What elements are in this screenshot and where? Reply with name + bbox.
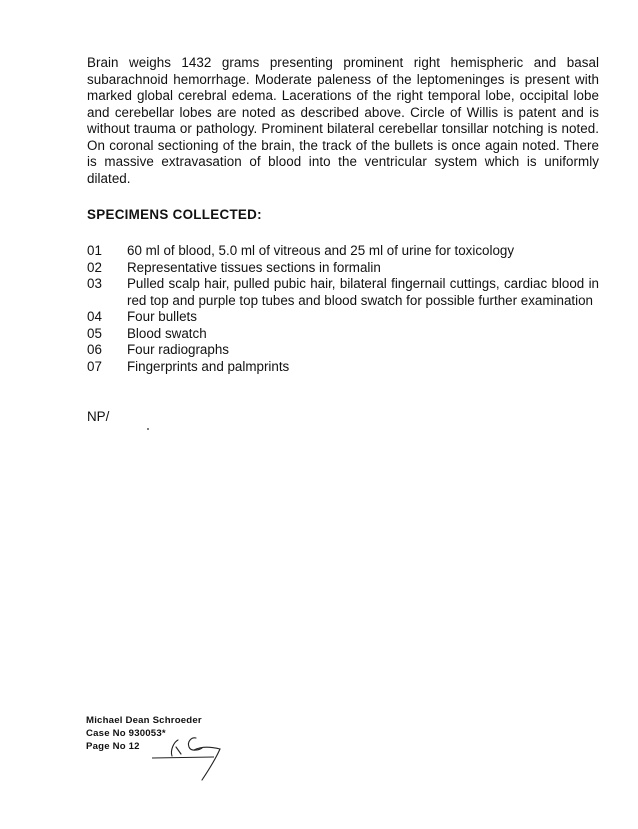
specimen-number: 06: [87, 342, 102, 357]
specimen-description: Fingerprints and palmprints: [127, 358, 290, 374]
case-number: Case No 930053*: [86, 728, 166, 739]
typist-initials: NP/: [87, 409, 110, 424]
specimen-description: Representative tissues sections in formalin: [127, 259, 381, 275]
specimen-number: 03: [87, 276, 102, 291]
specimen-item: [87, 260, 599, 277]
page-number-label: Page No 12: [86, 741, 140, 752]
specimen-description: 60 ml of blood, 5.0 ml of vitreous and 25 ml of urine for toxicology: [127, 243, 515, 258]
specimen-item: [87, 359, 599, 376]
specimens-list: [87, 243, 599, 375]
handwritten-initials-signature: [150, 728, 230, 784]
specimen-item: [87, 326, 599, 343]
stray-mark: [147, 428, 149, 430]
specimen-number: 04: [87, 309, 102, 324]
specimen-item: [87, 243, 599, 260]
specimen-item: [87, 276, 599, 309]
specimen-item: [87, 309, 599, 326]
specimens-heading: SPECIMENS COLLECTED:: [87, 207, 262, 222]
specimen-number: 05: [87, 325, 102, 341]
specimen-number: 07: [87, 358, 102, 374]
specimen-number: 01: [87, 243, 102, 258]
specimen-description: Blood swatch: [127, 325, 207, 341]
brain-findings-paragraph: Brain weighs 1432 grams presenting prominent right hemispheric and basal subarachnoid hemorrhage. Moderate paleness of the leptomeninges is present with marked global cerebral edema. Lacerations of the right temporal lobe, occipital lobe and cerebellar lobes are noted as described above. Circle of Willis is patent and is without trauma or pathology. Prominent bilateral cerebellar tonsillar notching is noted. On coronal sectioning of the brain, the track of the bullets is once again noted. There is massive extravasation of blood into the ventricular system which is uniformly dilated.: [87, 55, 599, 186]
specimen-description: Four bullets: [127, 309, 197, 324]
specimen-number: 02: [87, 259, 102, 275]
specimen-description: Pulled scalp hair, pulled pubic hair, bilateral fingernail cuttings, cardiac blood in red top and purple top tubes and blood swatch for possible further examination: [127, 276, 599, 308]
specimen-description: Four radiographs: [127, 342, 229, 357]
specimen-item: [87, 342, 599, 359]
examiner-name: Michael Dean Schroeder: [86, 715, 202, 726]
